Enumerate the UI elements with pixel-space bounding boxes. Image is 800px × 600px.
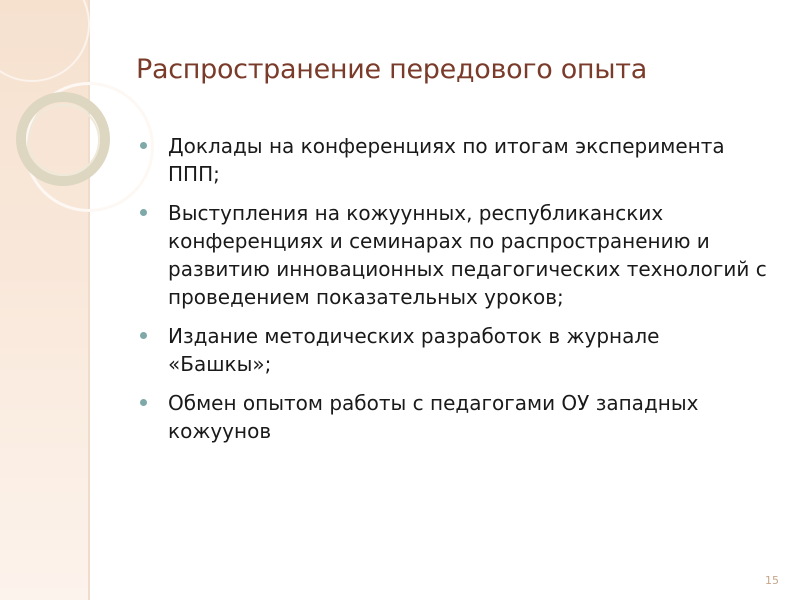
bullet-icon: [140, 209, 147, 216]
slide-title: Распространение передового опыта: [136, 54, 647, 85]
bullet-text: Доклады на конференциях по итогам эксперимента ППП;: [168, 134, 725, 186]
bullet-item: [138, 199, 768, 311]
page-number: 15: [765, 574, 779, 587]
bullet-icon: [140, 332, 147, 339]
bullet-icon: [140, 142, 147, 149]
bullet-text: Издание методических разработок в журнале «Башкы»;: [168, 324, 660, 376]
bullet-text: Обмен опытом работы с педагогами ОУ западных кожуунов: [168, 391, 699, 443]
bullet-text: Выступления на кожуунных, республиканских конференциях и семинарах по распространению и развитию инновационных педагогических технологий с проведением показательных уроков;: [168, 201, 767, 309]
bullet-icon: [140, 399, 147, 406]
bullet-item: [138, 389, 768, 445]
decorative-ring-inner: [28, 104, 100, 176]
bullet-item: [138, 132, 768, 188]
bullet-item: [138, 322, 768, 378]
bullet-list: [138, 132, 768, 456]
